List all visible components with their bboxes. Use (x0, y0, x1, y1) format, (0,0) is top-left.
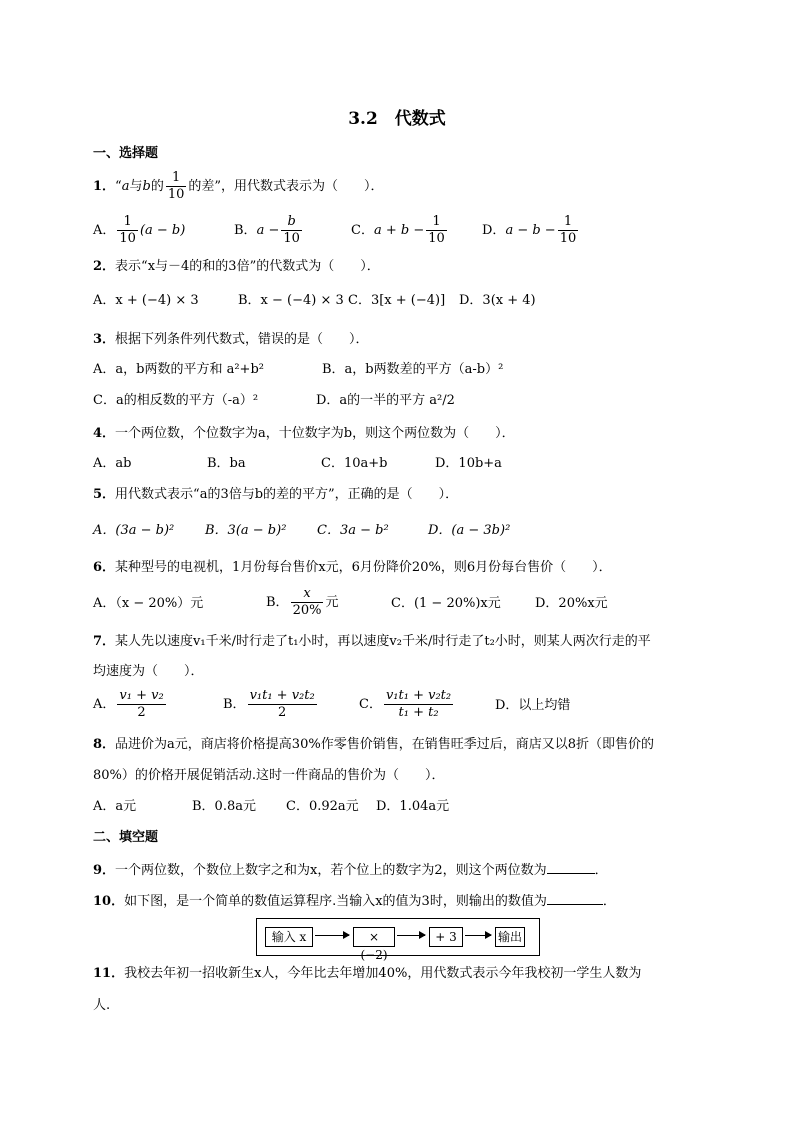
option-b: B．a，b两数差的平方（a-b）² (322, 362, 504, 377)
option-d: D．以上均错 (495, 698, 571, 713)
question-number: 7． (93, 634, 116, 649)
question-6-options (93, 586, 713, 622)
question-number: 9． (93, 863, 116, 878)
answer-blank[interactable] (547, 891, 603, 905)
option-c: C．3a − b² (317, 523, 389, 538)
option-b: B．0.8a元 (192, 799, 256, 814)
question-number: 6． (93, 560, 116, 575)
option-b: B．3(a − b)² (205, 523, 287, 538)
option-b: B．x − (−4) × 3 (238, 293, 344, 308)
option-c: C．a + b − $\frac{1}{10}$ (351, 214, 445, 246)
option-c: C． $\frac{\text{v₁t₁ + v₂t₂}}{\text{t₁ + t₂}}$ (359, 688, 452, 720)
option-d: D．a的一半的平方 a²/2 (316, 393, 455, 408)
question-4: 4．一个两位数，个位数字为a，十位数字为b，则这个两位数为（ ）． (93, 426, 515, 441)
flow-arrow (465, 935, 491, 936)
option-d: D．20%x元 (535, 596, 608, 611)
option-a: A．a元 (93, 799, 137, 814)
flow-input-box: 输入 x (265, 927, 313, 947)
option-d: D．1.04a元 (376, 799, 450, 814)
flow-arrow (397, 935, 425, 936)
question-2-options (93, 291, 693, 311)
option-a: A．（x − 20%）元 (93, 596, 204, 611)
question-2: 2．表示“x与－4的和的3倍”的代数式为（ ）． (93, 259, 380, 274)
question-7-line1: 7．某人先以速度v₁千米/时行走了t₁小时，再以速度v₂千米/时行走了t₂小时，则某人两次行走的平 (93, 634, 651, 649)
flow-multiply-box: × (−2) (353, 927, 395, 947)
page-title: 3.2 代数式 (348, 109, 446, 129)
option-c: C．10a+b (321, 456, 388, 471)
option-b: B． $\frac{\text{v₁t₁ + v₂t₂}}{2}$ (223, 688, 315, 720)
option-a: A．x + (−4) × 3 (93, 293, 199, 308)
question-8-line2: 80%）的价格开展促销活动.这时一件商品的售价为（ ）． (93, 768, 445, 783)
question-9: 9．一个两位数，个数位上数字之和为x，若个位上的数字为2，则这个两位数为 ． (93, 860, 608, 881)
answer-blank[interactable] (547, 860, 595, 874)
option-a: A．(3a − b)² (93, 523, 175, 538)
question-number: 3． (93, 332, 116, 347)
option-c: C．3[x + (−4)] (348, 293, 446, 308)
question-number: 8． (93, 737, 116, 752)
option-d: D．10b+a (435, 456, 502, 471)
option-d: D．a − b − $\frac{1}{10}$ (482, 214, 577, 246)
fraction: $\frac{1}{10}$ (167, 170, 185, 202)
question-6: 6．某种型号的电视机，1月份每台售价x元，6月份降价20%，则6月份每台售价（ ）． (93, 560, 612, 575)
question-number: 4． (93, 426, 116, 441)
flow-arrow (315, 935, 349, 936)
section-heading-choice: 一、选择题 (93, 146, 159, 161)
question-11-line1: 11．我校去年初一招收新生x人，今年比去年增加40%，用代数式表示今年我校初一学生人数为 (93, 966, 642, 981)
question-number: 5． (93, 487, 116, 502)
question-number: 10． (93, 894, 125, 909)
question-number: 11． (93, 966, 125, 981)
flow-output-box: 输出 (495, 927, 525, 947)
question-1-options (93, 214, 713, 250)
question-number: 2． (93, 259, 116, 274)
flowchart-program (256, 918, 540, 962)
question-5: 5．用代数式表示“a的3倍与b的差的平方”，正确的是（ ）． (93, 487, 459, 502)
question-3-options-row1 (93, 360, 713, 380)
question-8-options (93, 797, 713, 817)
question-number: 1． (93, 179, 116, 194)
question-11-line2: 人. (93, 998, 111, 1013)
option-a: A． $\frac{\text{v₁ + v₂}}{2}$ (93, 688, 164, 720)
option-c: C．0.92a元 (286, 799, 359, 814)
question-3: 3．根据下列条件列代数式，错误的是（ ）． (93, 332, 369, 347)
section-heading-fill: 二、填空题 (93, 830, 159, 845)
option-a: A．ab (93, 456, 132, 471)
question-10: 10．如下图，是一个简单的数值运算程序.当输入x的值为3时，则输出的数值为 ． (93, 891, 616, 912)
question-4-options (93, 454, 713, 474)
option-d: D．3(x + 4) (459, 293, 536, 308)
option-a: A． $\frac{1}{10}$ (a − b) (93, 214, 186, 246)
option-b: B． $\frac{x}{20\%}$ 元 (266, 586, 339, 618)
question-8-line1: 8．品进价为a元，商店将价格提高30%作零售价销售，在销售旺季过后，商店又以8折（即售价的 (93, 737, 654, 752)
question-5-options (93, 521, 713, 541)
question-3-options-row2 (93, 391, 713, 411)
question-7-line2: 均速度为（ ）． (93, 664, 204, 679)
option-d: D．(a − 3b)² (428, 523, 511, 538)
option-c: C．(1 − 20%)x元 (391, 596, 501, 611)
question-7-options (93, 688, 713, 724)
option-c: C．a的相反数的平方（-a）² (93, 393, 259, 408)
option-a: A．a，b两数的平方和 a²+b² (93, 362, 264, 377)
flow-add-box: + 3 (429, 927, 463, 947)
option-b: B．ba (207, 456, 246, 471)
question-1: 1．“a与b的 $\frac{1}{10}$ 的差”，用代数式表示为（ ）． (93, 170, 384, 202)
option-b: B．a − $\frac{b}{10}$ (234, 214, 300, 246)
